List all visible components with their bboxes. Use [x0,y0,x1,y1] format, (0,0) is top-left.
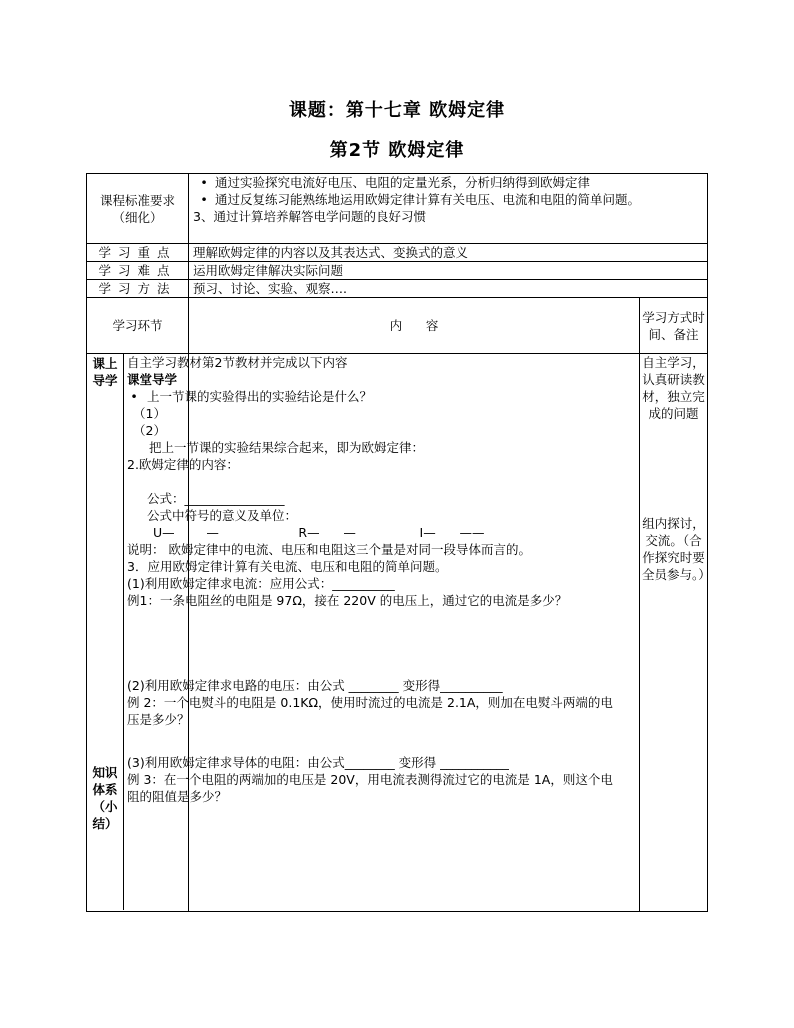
example-1: 例1：一条电阻丝的电阻是 97Ω，接在 220V 的电压上，通过它的电流是多少？ [127,593,568,608]
intro-line: 自主学习教材第2节教材并完成以下内容 [127,355,348,370]
law-content-line: 2.欧姆定律的内容： [127,457,239,472]
difficulty-content: 运用欧姆定律解决实际问题 [189,262,708,280]
method-label: 学习方法 [87,280,189,298]
symbol-meaning-line: 公式中符号的意义及单位： [147,508,298,523]
voltage-formula-line: (2)利用欧姆定律求电路的电压：由公式 ________ 变形得__________ [127,678,503,693]
current-formula-line: (1)利用欧姆定律求电流：应用公式：__________ [127,576,395,591]
section-title: 第2节 欧姆定律 [329,140,465,161]
group-discussion-note: 组内探讨，交流。（合作探究时要全员参与。） [641,516,711,582]
table-row-standards [87,174,708,244]
standards-label: 课程标准要求（细化） [87,174,189,244]
formula-blank: 公式：________________ [147,491,285,506]
standard-item: • 通过反复练习能熟练地运用欧姆定律计算有关电压、电流和电阻的简单问题。 [193,191,703,208]
table-row-main [87,354,708,912]
key-point-content: 理解欧姆定律的内容以及其表达式、变换式的意义 [189,244,708,262]
table-header-row [87,298,708,354]
table-row-key-point [87,244,708,262]
standard-item: • 通过实验探究电流好电压、电阻的定量光系，分析归纳得到欧姆定律 [193,174,703,191]
self-study-note: 自主学习，认真研读教材，独立完成的问题 [642,355,705,421]
answer-blank-2: （2） [133,423,166,438]
combine-line: 把上一节课的实验结果综合起来，即为欧姆定律： [149,440,425,455]
standards-content [189,174,708,244]
stage-in-class-label: 课上导学 [92,356,118,388]
header-method: 学习方式时间、备注 [639,298,707,354]
answer-blank-1: （1） [133,406,166,421]
symbol-blanks: U— — R— — I— —— [153,525,485,540]
example-3: 例 3：在一个电阻的两端加的电压是 20V，用电流表测得流过它的电流是 1A，则这个电阻的阻值是多少？ [127,772,613,804]
stage-summary-label: 知识体系（小结） [92,765,118,831]
resistance-formula-line: (3)利用欧姆定律求导体的电阻：由公式________ 变形得 ___________ [127,755,509,770]
table-row-difficulty [87,262,708,280]
guide-heading: 课堂导学 [127,372,178,387]
main-right-cell [639,354,711,912]
bullet-icon: • [200,175,208,190]
bullet-icon: • [200,192,208,207]
page-title: 课题：第十七章 欧姆定律 [288,100,506,121]
question-item: • 上一节课的实验得出的实验结论是什么？ [127,388,625,405]
method-content: 预习、讨论、实验、观察…. [189,280,708,298]
header-content: 内 容 [189,298,640,354]
example-2: 例 2：一个电熨斗的电阻是 0.1KΩ，使用时流过的电流是 2.1A，则加在电熨斗两端的电压是多少？ [127,695,613,727]
note-line: 说明： 欧姆定律中的电流、电压和电阻这三个量是对同一段导体而言的。 [127,542,531,557]
key-point-label: 学习重点 [87,244,189,262]
bullet-icon: • [130,389,138,404]
main-content-cell [127,354,640,912]
table-row-method [87,280,708,298]
header-stage: 学习环节 [87,298,189,354]
standard-extra: 3、通过计算培养解答电学问题的良好习惯 [193,209,426,224]
application-heading: 3．应用欧姆定律计算有关电流、电压和电阻的简单问题。 [127,559,448,574]
difficulty-label: 学习难点 [87,262,189,280]
lesson-plan-table [86,173,711,912]
